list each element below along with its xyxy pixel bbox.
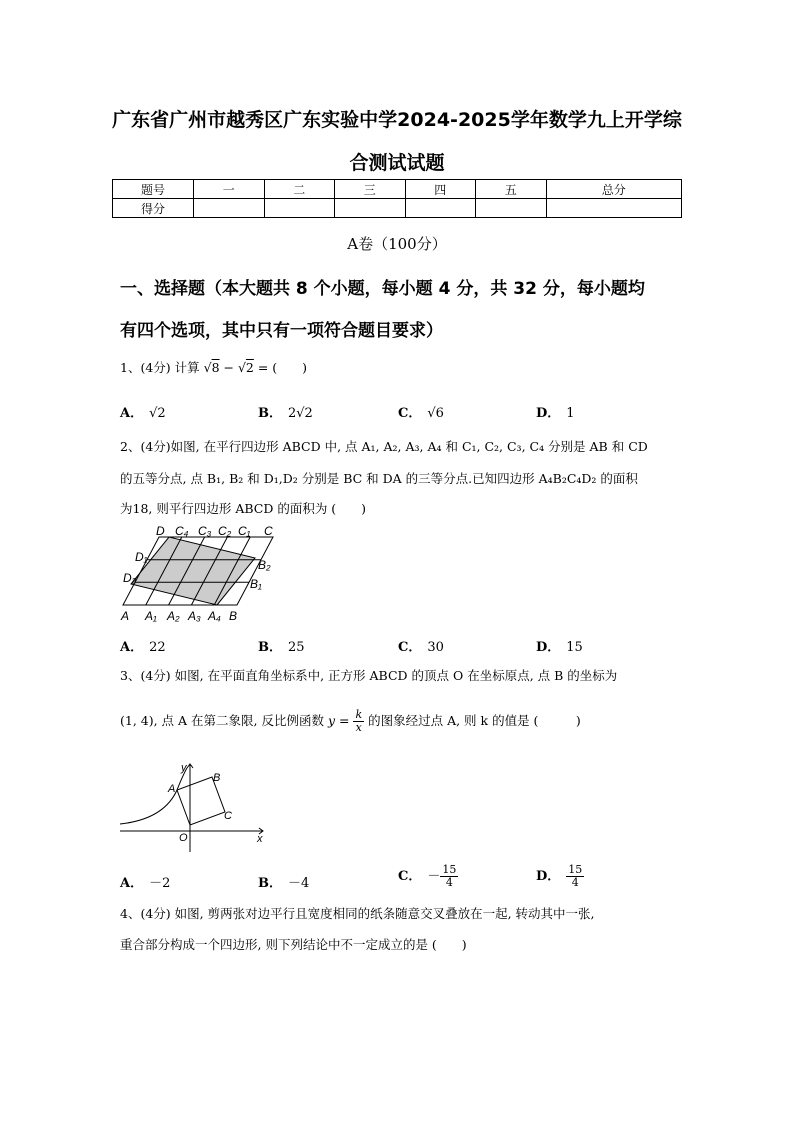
- section-heading-line2: 有四个选项，其中只有一项符合题目要求）: [120, 321, 443, 341]
- option-letter: C．: [398, 869, 422, 884]
- question-3-stem-line1: 3、(4分) 如图, 在平面直角坐标系中, 正方形 ABCD 的顶点 O 在坐标原点, 点 B 的坐标为: [120, 668, 618, 683]
- option-fraction: [566, 864, 584, 889]
- option-value: 22: [149, 640, 166, 655]
- sqrt-symbol: √: [203, 360, 212, 375]
- score-cell[interactable]: [194, 199, 265, 218]
- option-value: 25: [288, 640, 305, 655]
- square-oabc: [177, 777, 225, 825]
- section-heading-line1: 一、选择题（本大题共 8 个小题，每小题 4 分，共 32 分，每小题均: [120, 279, 645, 299]
- parallelogram-figure: [118, 523, 288, 628]
- header-cell: 二: [264, 180, 335, 199]
- question-4-stem-line2: 重合部分构成一个四边形, 则下列结论中不一定成立的是 ( ): [120, 937, 467, 952]
- q1-suffix: = ( ): [253, 360, 308, 375]
- label-c: C: [224, 810, 232, 822]
- option-value: －4: [288, 876, 310, 891]
- shaded-quadrilateral: [131, 537, 255, 605]
- question-2-stem-line2: 的五等分点, 点 B₁, B₂ 和 D₁,D₂ 分别是 BC 和 DA 的三等分点.已知四边形 A₄B₂C₄D₂ 的面积: [120, 471, 638, 486]
- option-value: 1: [566, 406, 575, 421]
- option-value: －2: [149, 876, 171, 891]
- header-cell: 题号: [113, 180, 194, 199]
- q2-option-d[interactable]: [536, 636, 583, 655]
- option-letter: A．: [120, 876, 144, 891]
- label-b: B: [213, 772, 221, 784]
- header-cell: 五: [476, 180, 547, 199]
- document-title-line2: 合测试试题: [349, 152, 445, 174]
- fraction-denominator: 4: [571, 876, 579, 889]
- label-b: B: [229, 609, 238, 623]
- fraction-numerator: 15: [442, 863, 457, 876]
- label-a1: A₁: [145, 609, 157, 623]
- q1-option-c[interactable]: [398, 402, 444, 421]
- option-value: 2√2: [288, 406, 313, 421]
- q1-prefix: 1、(4分) 计算: [120, 360, 204, 375]
- option-sign: －: [427, 869, 441, 884]
- q2-option-c[interactable]: [398, 636, 444, 655]
- fraction-numerator: 15: [568, 863, 583, 876]
- header-cell: 四: [405, 180, 476, 199]
- label-c3: C₃: [198, 524, 212, 538]
- label-a3: A₃: [188, 609, 201, 623]
- label-d2: D₂: [123, 571, 137, 585]
- option-value: 15: [566, 640, 583, 655]
- option-letter: B．: [258, 406, 282, 421]
- q3-line2-pre: (1, 4), 点 A 在第二象限, 反比例函数: [120, 713, 328, 728]
- option-letter: B．: [258, 640, 282, 655]
- function-y: y =: [327, 713, 350, 728]
- option-value: √2: [149, 406, 166, 421]
- option-letter: D．: [536, 406, 561, 421]
- q1-option-b[interactable]: [258, 402, 313, 421]
- score-cell[interactable]: [476, 199, 547, 218]
- function-fraction: [353, 709, 364, 734]
- option-letter: D．: [536, 869, 561, 884]
- option-value: √6: [427, 406, 444, 421]
- score-cell[interactable]: [405, 199, 476, 218]
- label-b2: B₂: [258, 558, 271, 572]
- score-table-header-row: [113, 180, 682, 199]
- question-2-stem-line3: 为18, 则平行四边形 ABCD 的面积为 ( ): [120, 501, 367, 516]
- option-letter: C．: [398, 406, 422, 421]
- label-a2: A₂: [167, 609, 180, 623]
- document-title-line1: 广东省广州市越秀区广东实验中学2024-2025学年数学九上开学综: [112, 109, 682, 131]
- sqrt-symbol: √: [237, 360, 246, 375]
- q3-option-b[interactable]: [258, 872, 309, 891]
- header-cell: 一: [194, 180, 265, 199]
- option-letter: D．: [536, 640, 561, 655]
- fraction-denominator: 4: [445, 876, 453, 889]
- label-x: x: [257, 833, 263, 845]
- q2-option-a[interactable]: [120, 636, 166, 655]
- option-letter: A．: [120, 406, 144, 421]
- label-b1: B₁: [250, 577, 262, 591]
- label-c2: C₂: [218, 524, 232, 538]
- q3-option-c[interactable]: [398, 864, 458, 889]
- fraction-numerator: k: [355, 708, 363, 721]
- q1-option-d[interactable]: [536, 402, 575, 421]
- q1-radicand-2: 2: [245, 360, 254, 375]
- volume-label: A卷（100分）: [347, 235, 447, 253]
- q3-option-d[interactable]: [536, 864, 584, 889]
- header-cell: 总分: [546, 180, 682, 199]
- label-d: D: [156, 524, 165, 538]
- label-a: A: [168, 783, 176, 795]
- question-2-stem-line1: 2、(4分)如图, 在平行四边形 ABCD 中, 点 A₁, A₂, A₃, A₄ 和 C₁, C₂, C₃, C₄ 分别是 AB 和 CD: [120, 439, 648, 454]
- score-table: [112, 179, 682, 218]
- score-cell[interactable]: [546, 199, 682, 218]
- label-o: O: [179, 832, 188, 844]
- option-value: 30: [427, 640, 444, 655]
- hyperbola-curve: [120, 768, 187, 824]
- label-a: A: [121, 609, 130, 623]
- question-3-stem-line2: [120, 705, 685, 737]
- q2-option-b[interactable]: [258, 636, 305, 655]
- row-label-cell: 得分: [113, 199, 194, 218]
- label-c: C: [264, 524, 273, 538]
- label-a4: A₄: [208, 609, 221, 623]
- label-c1: C₁: [238, 524, 251, 538]
- label-y: y: [181, 762, 187, 774]
- option-letter: A．: [120, 640, 144, 655]
- q1-option-a[interactable]: [120, 402, 166, 421]
- question-1-stem: [120, 352, 685, 384]
- q3-line2-post: 的图象经过点 A, 则 k 的值是 ( ): [364, 713, 581, 728]
- question-4-stem-line1: 4、(4分) 如图, 剪两张对边平行且宽度相同的纸条随意交叉叠放在一起, 转动其中一张,: [120, 906, 595, 921]
- header-cell: 三: [335, 180, 406, 199]
- score-cell[interactable]: [335, 199, 406, 218]
- label-d1: D₁: [135, 550, 148, 564]
- option-letter: C．: [398, 640, 422, 655]
- label-c4: C₄: [175, 524, 189, 538]
- fraction-denominator: x: [355, 721, 362, 734]
- q1-radicand-1: 8: [211, 360, 220, 375]
- score-cell[interactable]: [264, 199, 335, 218]
- coordinate-figure: [118, 760, 268, 855]
- score-table-score-row: [113, 199, 682, 218]
- q1-minus: −: [219, 360, 238, 375]
- q3-option-a[interactable]: [120, 872, 170, 891]
- option-fraction: [440, 864, 458, 889]
- option-letter: B．: [258, 876, 282, 891]
